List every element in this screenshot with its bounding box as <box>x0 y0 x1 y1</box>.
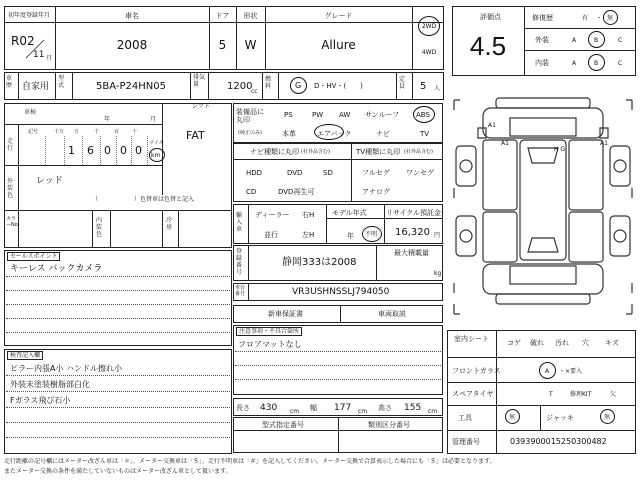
footer-line-2: またメーター交換の条件を満たしていないものはメーター改ざん車として扱います。 <box>4 468 232 475</box>
hgt-unit: cm <box>428 408 438 415</box>
equip-abs: ABS <box>416 111 430 119</box>
mileage-digit-2: 0 <box>104 144 111 157</box>
shift-label: シフト <box>192 103 211 110</box>
inspection-label: 車検 <box>24 109 37 116</box>
equip-pw: PW <box>312 111 324 119</box>
spare-t: T <box>549 391 553 398</box>
mileage-unit-1: 万 <box>74 129 80 135</box>
exterior-c: C <box>618 37 623 44</box>
len-unit: cm <box>290 408 300 415</box>
equip-airbag: エアバック <box>317 130 352 138</box>
use-value: 自家用 <box>22 82 50 92</box>
import-left: 左H <box>302 231 315 239</box>
interior-a: A <box>572 60 577 67</box>
notes-label: 注意事項・不具合箇所 <box>236 327 302 336</box>
mileage-label: 走行 <box>7 138 14 152</box>
tools-value: 無 <box>509 414 516 421</box>
docs-box <box>233 305 443 323</box>
mgmt-label: 管理番号 <box>452 438 480 446</box>
use-label: 車歴 <box>6 75 13 89</box>
equip-tv: TV <box>420 130 430 138</box>
hgt-value: 155 <box>404 403 422 413</box>
max-load-unit: kg <box>434 270 442 277</box>
docs-warranty: 新車保証書 <box>268 310 303 318</box>
recycle-value: 16,320 <box>395 227 430 238</box>
exterior-label: 外装 <box>535 36 549 44</box>
spare-kit: 修理KIT <box>570 391 592 398</box>
jack-value: 無 <box>604 414 611 421</box>
glass-x: ・×要入 <box>559 368 583 375</box>
tv-label: TV種類に丸印 <box>356 148 401 156</box>
sheet-item-1: 破れ <box>530 339 544 347</box>
wid-unit: cm <box>358 408 368 415</box>
cap-label: 定員 <box>399 76 406 90</box>
model-label: 車名 <box>125 12 139 20</box>
equip-ps: PS <box>284 111 293 119</box>
tv-fullseg: フルセグ <box>362 169 390 177</box>
damage-a1-left: A1 <box>501 140 509 147</box>
inspection-month: 月 <box>150 116 157 123</box>
spare-label: スペアタイヤ <box>452 390 494 398</box>
footer-line-1: 走行距離の記号欄にはメーター改ざん車は「＊」、メーター交換車は「＄」、走行不明車は「＃」を記入してください。メーター交換で合算表示した場合にも「＄」は必要となります。 <box>4 458 496 465</box>
len-value: 430 <box>260 403 278 413</box>
class-no-label: 類別区分番号 <box>368 421 410 429</box>
cap-value: 5 <box>420 81 427 92</box>
fuel-rest: D・HV・( ) <box>314 82 363 90</box>
jack-label: ジャッキ <box>546 414 574 422</box>
model-year-unknown: 不明 <box>365 231 378 238</box>
shape-value: W <box>244 38 257 52</box>
registration-value: 静岡333は2008 <box>282 257 357 268</box>
spare-missing: 欠 <box>610 391 617 398</box>
exterior-b: B <box>594 37 599 44</box>
inspector-line-0: ピラー内張A小 ハンドル擦れ小 <box>10 364 123 373</box>
navi-cd: CD <box>246 188 257 196</box>
drive-4wd: 4WD <box>421 49 437 56</box>
docs-manual: 車両取説 <box>378 310 406 318</box>
type-no-label: 型式指定番号 <box>262 421 304 429</box>
repair-no: 無 <box>607 15 614 22</box>
tools-label: 工具 <box>458 414 472 422</box>
color-note: （ ）色替車は色替と記入 <box>92 196 195 203</box>
interior-label: 内装 <box>535 59 549 67</box>
door-value: 5 <box>218 38 227 52</box>
len-label: 長さ <box>236 404 250 412</box>
mileage-digit-0: 1 <box>68 144 75 157</box>
sales-point-text: キーレス バックカメラ <box>10 264 103 274</box>
mileage-digit-1: 6 <box>87 144 94 157</box>
import-right: 右H <box>302 211 315 219</box>
registration-label: 登録番号 <box>236 248 243 276</box>
equipment-label: 装備品に丸印 <box>236 108 264 124</box>
repair-yes: 有 <box>582 15 589 22</box>
equip-leather: 本革 <box>282 130 296 138</box>
damage-hg: H G <box>554 146 566 153</box>
sheet-item-3: 穴 <box>582 339 589 347</box>
ppd-label: 冷房 <box>166 217 173 231</box>
sheet-item-0: コゲ <box>507 339 521 347</box>
sheet-item-2: 汚れ <box>555 339 569 347</box>
score-label: 評価点 <box>480 13 501 21</box>
mileage-mile: マイル <box>149 140 164 146</box>
hgt-label: 高さ <box>378 404 392 412</box>
equip-aw: AW <box>339 111 351 119</box>
inspector-line-1: 外装未塗装樹脂部白化 <box>10 380 90 389</box>
fuel-label: 燃料 <box>265 76 272 90</box>
equip-sunroof: サンルーフ <box>365 111 400 119</box>
color-label: 外装色 <box>7 178 14 199</box>
navi-label: ナビ種類に丸印 <box>250 148 299 156</box>
interior-c: C <box>618 60 623 67</box>
shift-value: FAT <box>186 129 205 142</box>
color-no-label: カラーNo. <box>6 216 20 228</box>
fuel-g: G <box>295 81 302 90</box>
import-dealer: ディーラー <box>255 211 290 219</box>
equip-navi: ナビ <box>376 130 390 138</box>
navi-dvd-play: DVD再生可 <box>278 188 315 196</box>
slash-divider <box>22 38 46 62</box>
cap-unit: 人 <box>434 85 441 92</box>
recycle-unit: 円 <box>434 232 441 239</box>
navi-sd: SD <box>323 169 333 177</box>
tv-oneseg: ワンセグ <box>406 169 434 177</box>
repair-dot: ・ <box>596 15 603 22</box>
navi-sublabel: (社外品含む) <box>301 149 330 155</box>
month-unit: 月 <box>46 55 53 62</box>
mileage-unit-3: 百 <box>114 129 120 135</box>
mgmt-value: 0393900015250300482 <box>510 437 607 446</box>
model-year-label: モデル年式 <box>332 209 367 217</box>
interior-b: B <box>594 60 599 67</box>
wid-label: 幅 <box>310 404 317 412</box>
color-value: レッド <box>36 176 63 186</box>
recycle-label: リサイクル預託金 <box>386 209 442 217</box>
door-label: ドア <box>215 12 230 20</box>
mileage-unit-0: 十万 <box>54 129 65 135</box>
import-label: 輸入車 <box>236 212 243 233</box>
repair-label: 修復歴 <box>532 14 553 22</box>
inspection-year: 年 <box>104 116 111 123</box>
glass-a: A <box>545 368 550 375</box>
import-parallel: 並行 <box>264 231 278 239</box>
score-value: 4.5 <box>469 31 507 61</box>
exterior-a: A <box>572 37 577 44</box>
model-year-year: 年 <box>347 232 354 240</box>
navi-dvd: DVD <box>287 169 303 177</box>
mileage-digit-3: 0 <box>120 144 127 157</box>
vin-value: VR3USHNSSLJ794050 <box>292 287 390 297</box>
first-reg-year: R02 <box>11 34 35 48</box>
disp-value: 1200 <box>227 81 253 92</box>
damage-a1-front-left: A1 <box>488 122 496 129</box>
mileage-unit-label: 記号 <box>28 129 39 135</box>
grade-label: グレード <box>324 12 353 20</box>
type-label: 型式 <box>58 75 65 89</box>
glass-label: フロントガラス <box>452 367 501 375</box>
notes-text: フロアマットなし <box>238 340 302 349</box>
first-reg-label: 初年度登録年月 <box>8 12 51 19</box>
shape-label: 形状 <box>243 12 258 20</box>
sheet-item-4: キズ <box>605 339 619 347</box>
mileage-unit-2: 千 <box>94 129 100 135</box>
interior-color-label: 内装色 <box>96 217 103 238</box>
mileage-unit-4: 十 <box>132 129 138 135</box>
navi-hdd: HDD <box>246 169 263 177</box>
sales-point-label: セールスポイント <box>7 252 60 261</box>
tv-analog: アナログ <box>362 188 390 196</box>
drive-2wd: 2WD <box>421 23 437 30</box>
grade-value: Allure <box>321 38 356 52</box>
mileage-km: km <box>151 152 161 159</box>
vin-label: 車台番号 <box>235 285 246 297</box>
wid-value: 177 <box>334 403 352 413</box>
inspector-label: 検査記入欄 <box>7 351 43 360</box>
first-reg-month: 11 <box>33 50 45 60</box>
disp-label: 排気量 <box>193 74 206 88</box>
row2 <box>4 72 444 100</box>
mileage-digit-4: 0 <box>135 144 142 157</box>
disp-unit: cc <box>251 88 258 95</box>
model-name: 2008 <box>116 38 148 52</box>
type-value: 5BA-P24HN05 <box>96 81 166 92</box>
car-diagram <box>448 88 638 326</box>
inspector-line-2: Fガラス飛び石小 <box>10 396 71 405</box>
damage-a1-right: A1 <box>600 140 608 147</box>
sheet-label: 室内シート <box>454 335 489 343</box>
max-load-label: 最大積載量 <box>394 249 429 257</box>
equipment-sublabel: (純正のみ) <box>238 130 262 136</box>
tv-sublabel: (社外品含む) <box>404 149 433 155</box>
